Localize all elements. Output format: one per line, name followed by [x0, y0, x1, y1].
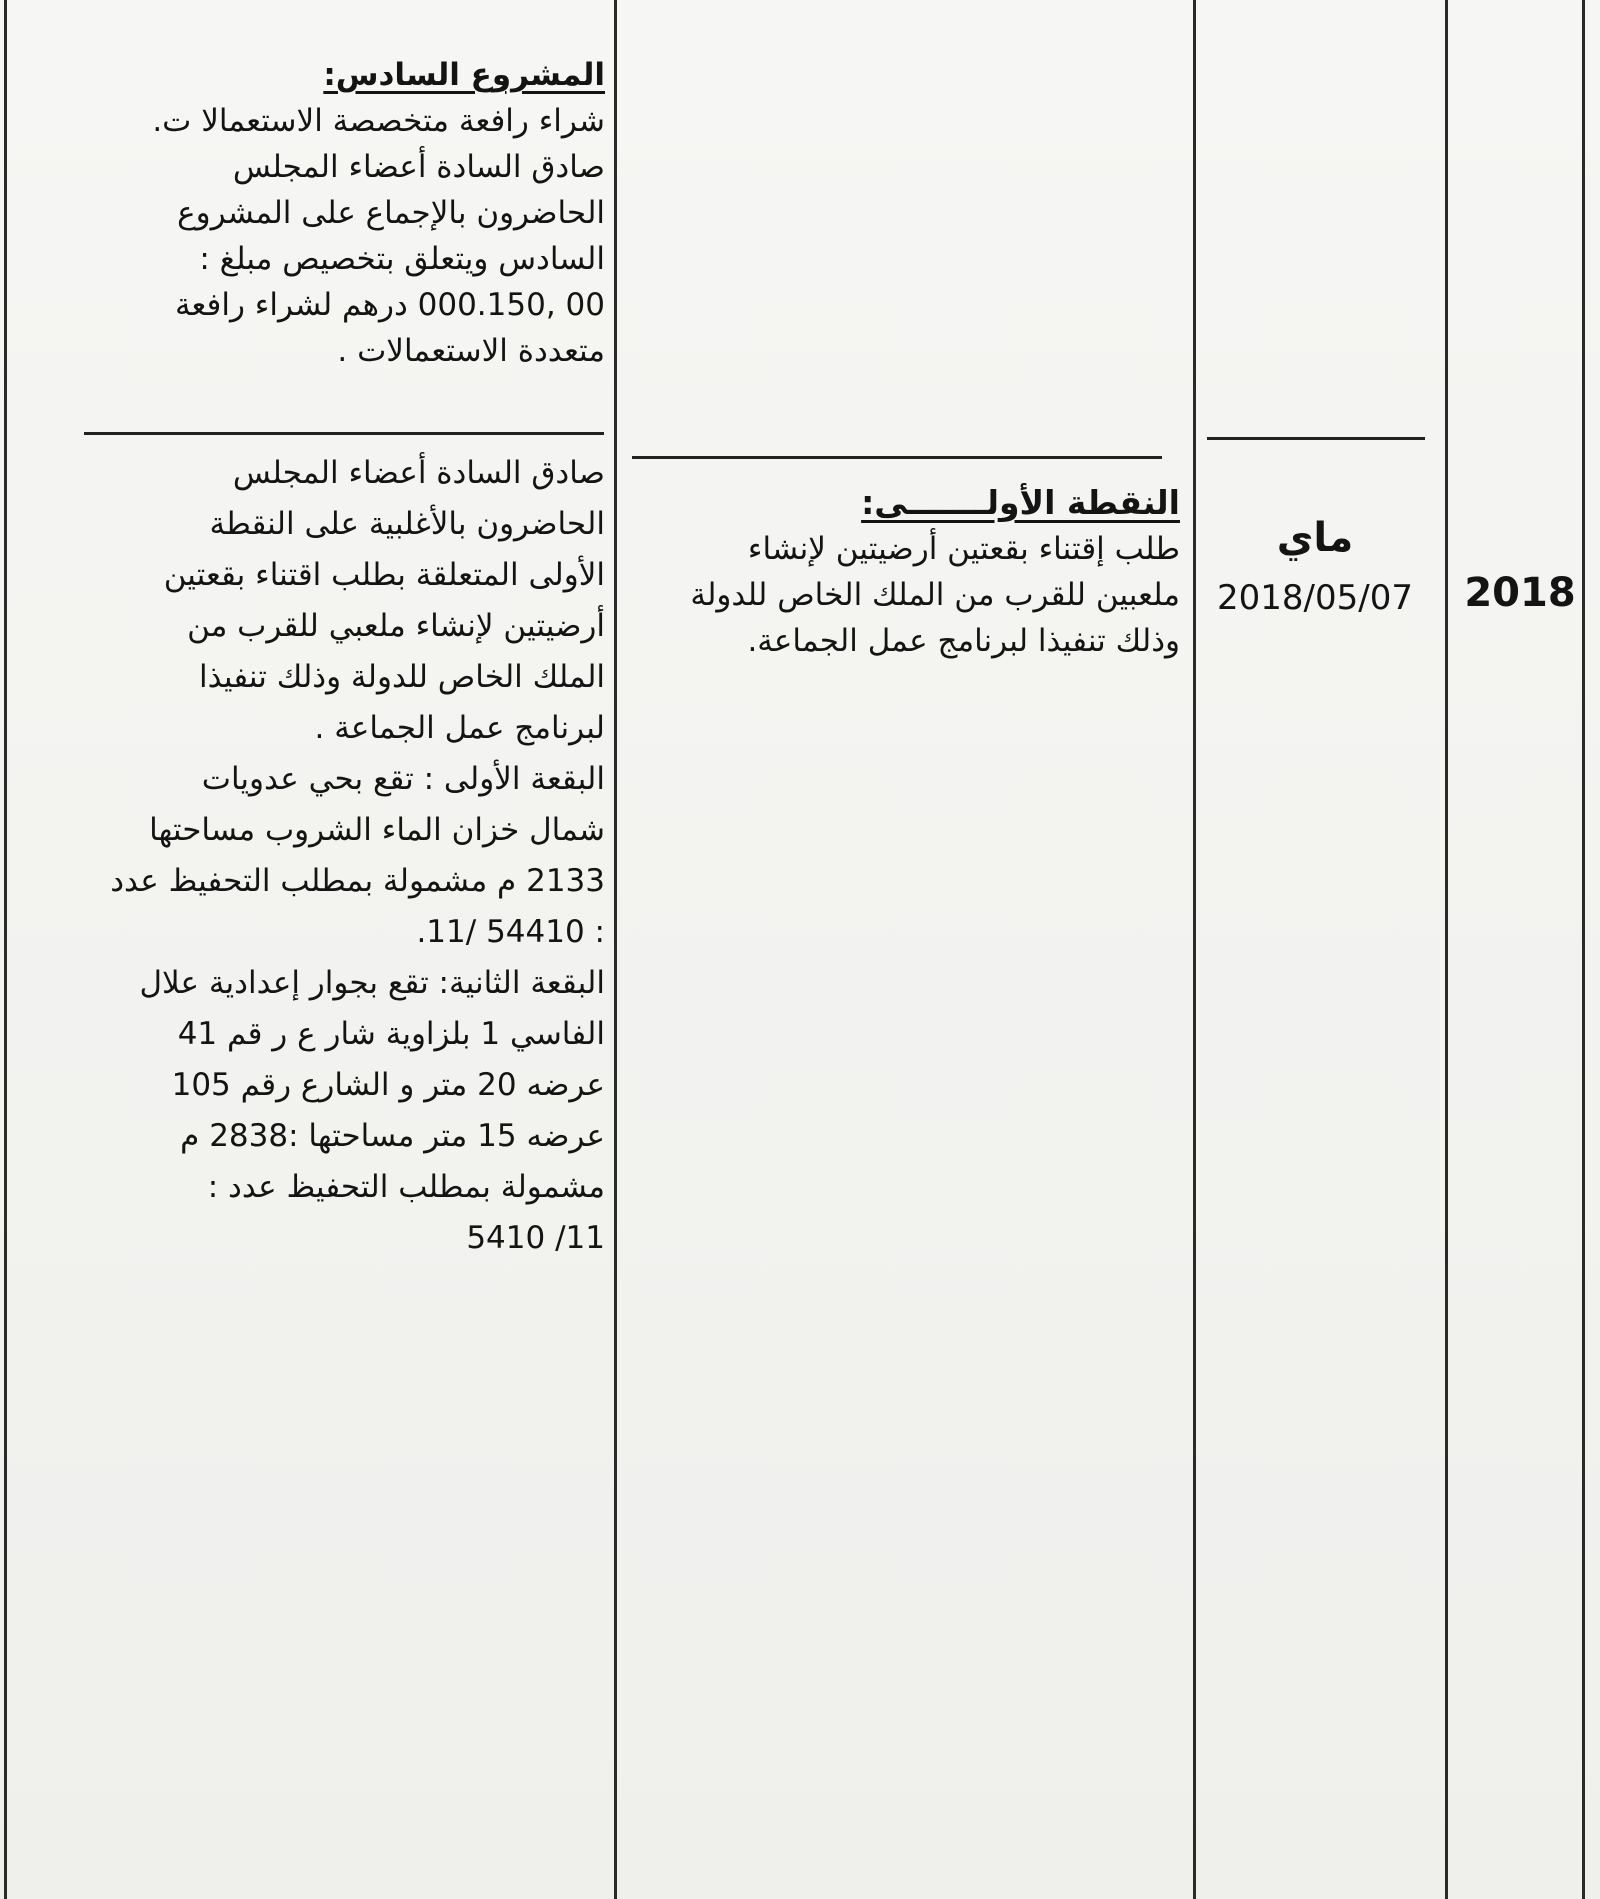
- decision-line: لبرنامج عمل الجماعة .: [314, 710, 605, 746]
- decision-line: الملك الخاص للدولة وذلك تنفيذا: [198, 659, 605, 695]
- decision-line: عرضه 20 متر و الشارع رقم 105: [171, 1067, 605, 1103]
- project6-line: السادس ويتعلق بتخصيص مبلغ :: [199, 241, 605, 277]
- column-divider-decisions: [614, 0, 617, 1899]
- decision-line: : 54410 /11.: [416, 914, 605, 950]
- agenda-line: وذلك تنفيذا لبرنامج عمل الجماعة.: [747, 623, 1180, 659]
- table-border-right: [1582, 0, 1585, 1899]
- decision-line: البقعة الأولى : تقع بحي عدويات: [201, 761, 605, 797]
- project6-line: متعددة الاستعمالات .: [337, 333, 605, 369]
- decision-line: 11/ 5410: [466, 1220, 605, 1256]
- column-divider-date: [1445, 0, 1448, 1899]
- column-divider-agenda: [1193, 0, 1196, 1899]
- table-border-left: [4, 0, 7, 1899]
- decision-line: الفاسي 1 بلزاوية شار ع ر قم 41: [177, 1016, 605, 1052]
- project6-line: 00 ,000.150 درهم لشراء رافعة: [174, 287, 605, 323]
- decision-line: صادق السادة أعضاء المجلس: [232, 455, 605, 491]
- separator-agenda: [632, 456, 1162, 459]
- agenda-line: طلب إقتناء بقعتين أرضيتين لإنشاء: [747, 531, 1180, 567]
- decision-line: أرضيتين لإنشاء ملعبي للقرب من: [187, 608, 605, 644]
- agenda-point-title: النقطة الأولـــــــى:: [861, 483, 1180, 522]
- agenda-line: ملعبين للقرب من الملك الخاص للدولة: [690, 577, 1180, 613]
- agenda-cell: [650, 480, 1180, 664]
- project6-line: الحاضرون بالإجماع على المشروع: [177, 195, 605, 231]
- project6-line: شراء رافعة متخصصة الاستعمالا ت.: [152, 103, 605, 139]
- decision-line: عرضه 15 متر مساحتها :2838 م: [180, 1118, 605, 1154]
- decision-line: الحاضرون بالأغلبية على النقطة: [209, 506, 605, 542]
- decision-line: البقعة الثانية: تقع بجوار إعدادية علال: [139, 965, 605, 1001]
- decision-line: الأولى المتعلقة بطلب اقتناء بقعتين: [163, 557, 605, 593]
- month-label: ماي: [1276, 515, 1354, 561]
- project6-line: صادق السادة أعضاء المجلس: [232, 149, 605, 185]
- decision-project6: [60, 52, 605, 374]
- year-cell: 2018: [1464, 570, 1576, 616]
- decision-line: 2133 م مشمولة بمطلب التحفيظ عدد: [110, 863, 605, 899]
- decision-line: مشمولة بمطلب التحفيظ عدد :: [207, 1169, 605, 1205]
- separator-decisions: [84, 432, 604, 435]
- project6-title: المشروع السادس:: [323, 57, 605, 93]
- session-date: 2018/05/07: [1217, 578, 1413, 618]
- separator-date: [1207, 437, 1425, 440]
- decision-point1: [60, 448, 605, 1264]
- decision-line: شمال خزان الماء الشروب مساحتها: [149, 812, 605, 848]
